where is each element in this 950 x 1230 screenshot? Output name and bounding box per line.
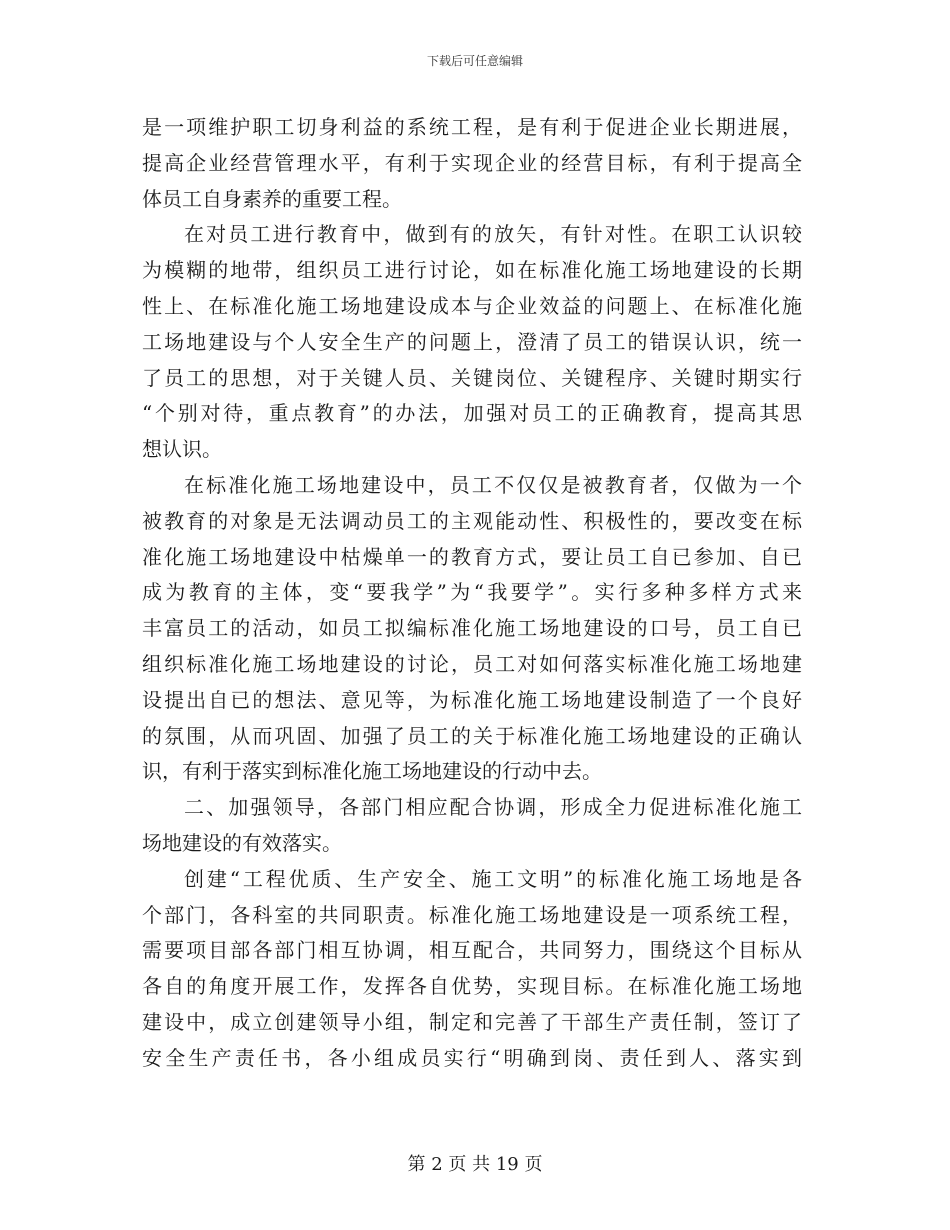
text-line: 想认识。 bbox=[142, 437, 222, 462]
text-line: 为模糊的地带，组织员工进行讨论，如在标准化施工场地建设的长期 bbox=[142, 258, 802, 283]
text-line: 了员工的思想，对于关键人员、关键岗位、关键程序、关键时期实行 bbox=[142, 365, 802, 390]
text-line: 各自的角度开展工作，发挥各自优势，实现目标。在标准化施工场地 bbox=[142, 974, 802, 999]
text-line: 在标准化施工场地建设中，员工不仅仅是被教育者，仅做为一个 bbox=[184, 472, 802, 497]
text-line: 是一项维护职工切身利益的系统工程，是有利于促进企业长期进展， bbox=[142, 115, 802, 139]
text-line: 在对员工进行教育中，做到有的放矢，有针对性。在职工认识较 bbox=[184, 222, 802, 247]
text-line: 提高企业经营管理水平，有利于实现企业的经营目标，有利于提高全 bbox=[142, 150, 802, 175]
text-line: 成为教育的主体，变“要我学”为“我要学”。实行多种多样方式来 bbox=[142, 580, 802, 605]
text-line: 识，有利于落实到标准化施工场地建设的行动中去。 bbox=[142, 759, 602, 784]
text-line: 组织标准化施工场地建设的讨论，员工对如何落实标准化施工场地建 bbox=[142, 651, 802, 676]
text-line: 建设中，成立创建领导小组，制定和完善了干部生产责任制，签订了 bbox=[142, 1009, 802, 1034]
text-line: 安全生产责任书，各小组成员实行“明确到岗、责任到人、落实到 bbox=[142, 1045, 802, 1070]
text-line: 体员工自身素养的重要工程。 bbox=[142, 186, 402, 211]
text-line: 丰富员工的活动，如员工拟编标准化施工场地建设的口号，员工自已 bbox=[142, 616, 802, 641]
section-heading-line: 场地建设的有效落实。 bbox=[142, 830, 342, 855]
page-number: 第 2 页 共 19 页 bbox=[407, 1154, 543, 1175]
text-line: 设提出自已的想法、意见等，为标准化施工场地建设制造了一个良好 bbox=[142, 687, 802, 712]
text-line: 准化施工场地建设中枯燥单一的教育方式，要让员工自已参加、自已 bbox=[142, 544, 802, 569]
text-line: 需要项目部各部门相互协调，相互配合，共同努力，围绕这个目标从 bbox=[142, 938, 802, 963]
text-line: 被教育的对象是无法调动员工的主观能动性、积极性的，要改变在标 bbox=[142, 508, 802, 533]
text-line: “个别对待，重点教育”的办法，加强对员工的正确教育，提高其思 bbox=[142, 401, 802, 426]
page-header-note: 下载后可任意编辑 bbox=[426, 54, 523, 68]
text-line: 性上、在标准化施工场地建设成本与企业效益的问题上、在标准化施 bbox=[142, 293, 802, 318]
text-line: 的氛围，从而巩固、加强了员工的关于标准化施工场地建设的正确认 bbox=[142, 723, 802, 748]
section-heading-line: 二、加强领导，各部门相应配合协调，形成全力促进标准化施工 bbox=[184, 795, 802, 820]
text-line: 工场地建设与个人安全生产的问题上，澄清了员工的错误认识，统一 bbox=[142, 329, 802, 354]
text-line: 个部门，各科室的共同职责。标准化施工场地建设是一项系统工程， bbox=[142, 902, 802, 927]
document-body bbox=[142, 110, 802, 1077]
text-line: 创建“工程优质、生产安全、施工文明”的标准化施工场地是各 bbox=[184, 866, 802, 891]
